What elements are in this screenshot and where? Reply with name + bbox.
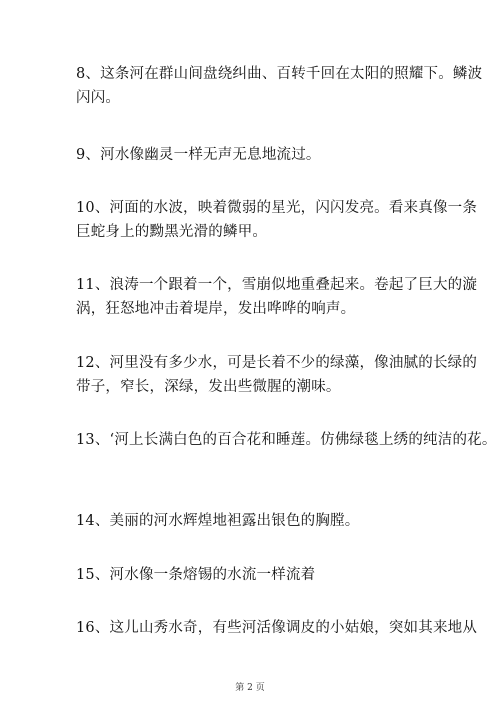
paragraph-line: 14、美丽的河水辉煌地袒露出银色的胸膛。	[76, 513, 360, 529]
paragraph-14	[76, 509, 436, 533]
paragraph-13	[76, 428, 497, 452]
paragraph-10	[76, 196, 478, 244]
paragraph-line: 11、浪涛一个跟着一个，雪崩似地重叠起来。卷起了巨大的漩	[76, 277, 478, 293]
paragraph-15	[76, 563, 436, 587]
paragraph-line: 9、河水像幽灵一样无声无息地流过。	[76, 147, 321, 163]
paragraph-line: 巨蛇身上的黝黑光滑的鳞甲。	[76, 224, 268, 240]
paragraph-16	[76, 616, 478, 640]
paragraph-line: 8、这条河在群山间盘绕纠曲、百转千回在太阳的照耀下。鳞波	[76, 66, 483, 82]
paragraph-line: 12、河里没有多少水，可是长着不少的绿藻，像油腻的长绿的	[76, 355, 478, 371]
paragraph-line: 闪闪。	[76, 90, 121, 106]
paragraph-line: 涡，狂怒地冲击着堤岸，发出哗哗的响声。	[76, 301, 356, 317]
paragraph-11	[76, 273, 478, 321]
paragraph-9	[76, 143, 436, 167]
paragraph-line: 10、河面的水波，映着微弱的星光，闪闪发亮。看来真像一条	[76, 200, 478, 216]
paragraph-line: 15、河水像一条熔锡的水流一样流着	[76, 567, 316, 583]
paragraph-line: 带子，窄长，深绿，发出些微腥的潮味。	[76, 379, 341, 395]
page-number-footer: 第 2 页	[235, 683, 265, 693]
paragraph-line: 13、‘河上长满白色的百合花和睡莲。仿佛绿毯上绣的纯洁的花。	[76, 432, 497, 448]
paragraph-12	[76, 351, 478, 399]
paragraph-8	[76, 62, 483, 110]
paragraph-line: 16、这儿山秀水奇，有些河活像调皮的小姑娘，突如其来地从	[76, 620, 478, 636]
